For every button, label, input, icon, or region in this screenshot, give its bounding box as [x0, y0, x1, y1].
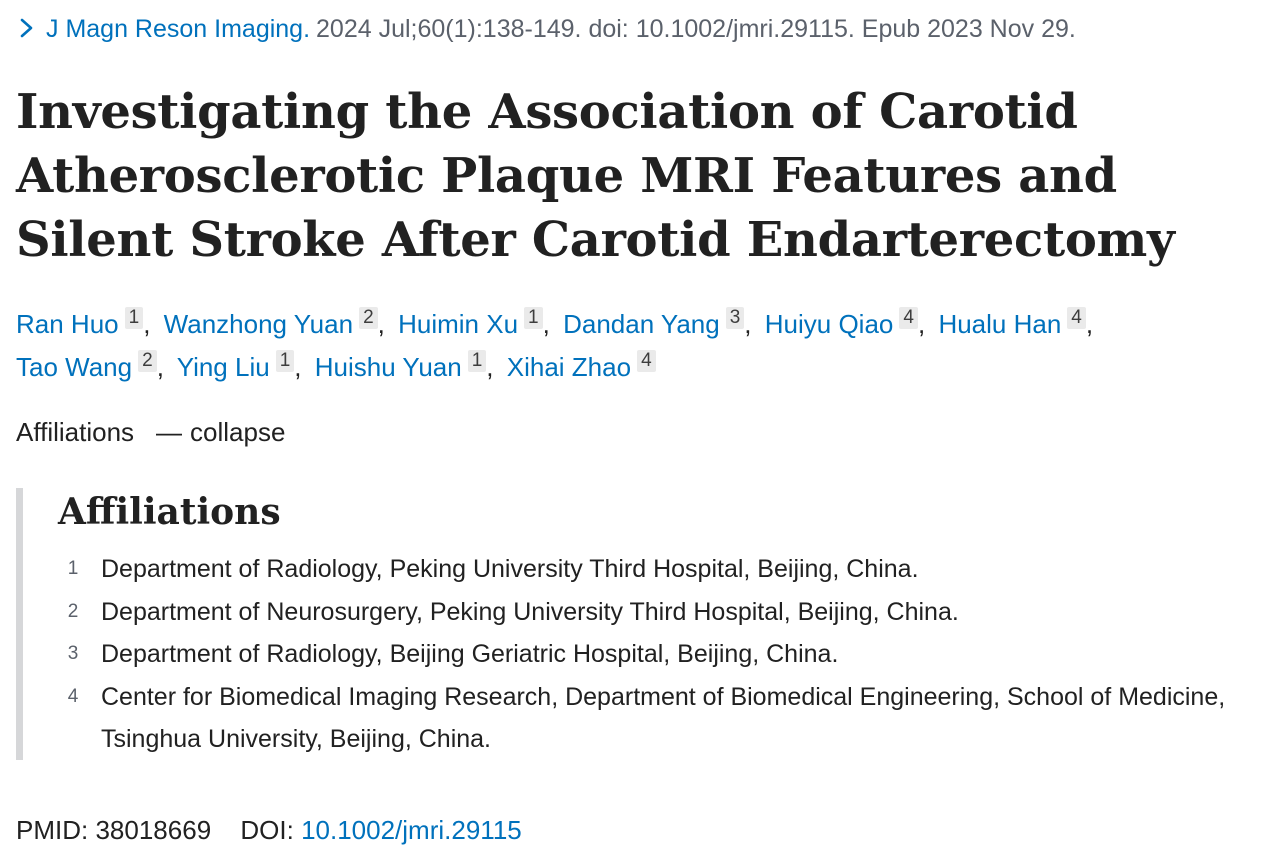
author — [315, 352, 487, 382]
identifiers — [16, 812, 522, 848]
author-name-link[interactable]: Ran Huo — [16, 309, 119, 339]
author-separator: , — [486, 352, 494, 382]
author — [507, 352, 656, 382]
author-name-link[interactable]: Dandan Yang — [563, 309, 720, 339]
chevron-right-icon[interactable] — [16, 16, 38, 40]
authors-list — [16, 303, 1266, 389]
affiliation-ref[interactable]: 2 — [138, 350, 157, 372]
collapse-button[interactable]: collapse — [190, 417, 286, 447]
author-name-link[interactable]: Ying Liu — [176, 352, 270, 382]
affiliation-number: 1 — [67, 558, 79, 579]
affiliation-number: 3 — [67, 643, 79, 664]
author — [16, 309, 143, 339]
author-separator: , — [294, 352, 302, 382]
affiliations-toggle-label: Affiliations — [16, 417, 135, 447]
journal-link[interactable]: J Magn Reson Imaging. — [46, 15, 311, 43]
author-separator: , — [744, 309, 752, 339]
author — [938, 309, 1085, 339]
doi-link[interactable]: 10.1002/jmri.29115 — [301, 815, 522, 845]
author — [398, 309, 543, 339]
article-title: Investigating the Association of Carotid Atherosclerotic Plaque MRI Features and Silent Stroke After Carotid Endarterectomy — [16, 84, 1175, 268]
author-separator: , — [542, 309, 550, 339]
affiliation-item — [63, 548, 1263, 591]
affiliation-ref[interactable]: 1 — [276, 350, 295, 372]
doi-label: DOI: — [240, 815, 294, 845]
author — [16, 352, 157, 382]
pmid-label: PMID: — [16, 815, 89, 845]
affiliation-ref[interactable]: 4 — [899, 307, 918, 329]
affiliation-ref[interactable]: 1 — [468, 350, 487, 372]
toggle-dash: — — [156, 417, 183, 447]
author-name-link[interactable]: Hualu Han — [938, 309, 1062, 339]
affiliations-toggle — [16, 414, 285, 450]
affiliation-number: 4 — [67, 685, 79, 707]
affiliation-text: Department of Radiology, Beijing Geriatric Hospital, Beijing, China. — [101, 640, 839, 668]
author-separator: , — [917, 309, 926, 339]
affiliation-ref[interactable]: 1 — [524, 307, 543, 329]
affiliation-item — [63, 633, 1263, 676]
author-separator: , — [143, 309, 151, 339]
citation-line — [16, 12, 1076, 46]
affiliation-text: Department of Radiology, Peking University Third Hospital, Beijing, China. — [101, 555, 919, 583]
author-name-link[interactable]: Tao Wang — [16, 352, 133, 382]
author-name-link[interactable]: Wanzhong Yuan — [163, 309, 354, 339]
affiliations-heading: Affiliations — [58, 491, 281, 533]
author-separator: , — [1085, 309, 1094, 339]
affiliations-list — [63, 548, 1263, 761]
author-name-link[interactable]: Huiyu Qiao — [764, 309, 894, 339]
affiliation-number: 2 — [67, 600, 79, 622]
author-separator: , — [377, 309, 385, 339]
author-name-link[interactable]: Huishu Yuan — [314, 352, 462, 382]
author — [765, 309, 918, 339]
affiliations-panel — [16, 488, 1273, 760]
affiliation-ref[interactable]: 3 — [726, 307, 745, 329]
affiliation-text: Center for Biomedical Imaging Research, Department of Biomedical Engineering, School of Medicine, Tsinghua University, Beijing, China. — [101, 682, 1226, 753]
affiliation-ref[interactable]: 4 — [637, 350, 656, 372]
author-name-link[interactable]: Huimin Xu — [398, 309, 519, 339]
author — [563, 309, 744, 339]
affiliation-ref[interactable]: 2 — [359, 307, 378, 329]
author-separator: , — [156, 352, 164, 382]
author — [164, 309, 378, 339]
citation-details: 2024 Jul;60(1):138-149. doi: 10.1002/jmri.29115. Epub 2023 Nov 29. — [316, 15, 1076, 43]
affiliation-ref[interactable]: 4 — [1067, 307, 1086, 329]
affiliation-item — [63, 676, 1263, 761]
author — [177, 352, 295, 382]
affiliation-text: Department of Neurosurgery, Peking University Third Hospital, Beijing, China. — [101, 597, 959, 626]
author-name-link[interactable]: Xihai Zhao — [506, 352, 632, 382]
affiliation-item — [63, 591, 1263, 634]
affiliation-ref[interactable]: 1 — [125, 307, 144, 329]
pmid-value: 38018669 — [95, 815, 212, 845]
